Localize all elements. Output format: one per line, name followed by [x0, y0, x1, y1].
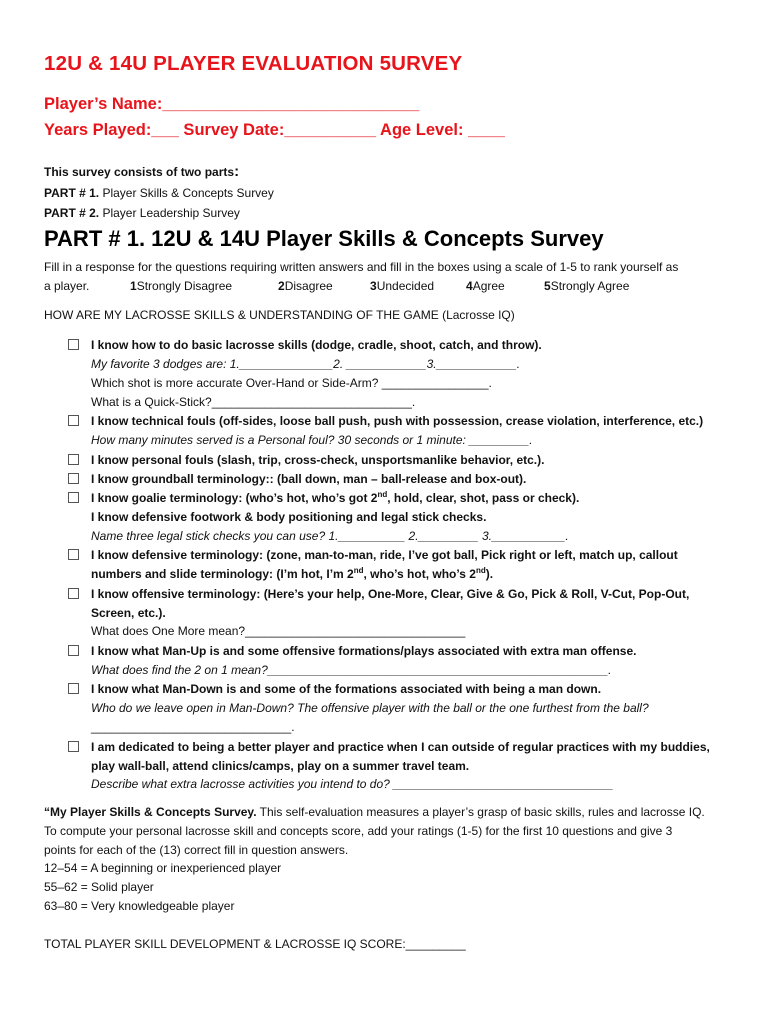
rating-checkbox[interactable]	[68, 415, 79, 426]
score-range-3: 63–80 = Very knowledgeable player	[44, 899, 235, 913]
parts-intro	[44, 162, 239, 182]
survey-title: 12U & 14U PLAYER EVALUATION 5URVEY	[44, 52, 463, 75]
scale-prefix: a player.	[44, 279, 90, 293]
years-played-line: Years Played:___ Survey Date:__________ Age Level: ____	[44, 121, 505, 139]
part2-text: Player Leadership Survey	[99, 206, 240, 220]
parts-intro-text: This survey consists of two parts	[44, 165, 235, 179]
scoring-line-3: points for each of the (13) correct fill in question answers.	[44, 843, 349, 857]
rating-checkbox[interactable]	[68, 741, 79, 752]
question-5-footwork: I know defensive footwork & body positioning and legal stick checks.	[91, 510, 487, 524]
section-heading: HOW ARE MY LACROSSE SKILLS & UNDERSTANDING OF THE GAME (Lacrosse IQ)	[44, 308, 515, 322]
question-4: I know groundball terminology:: (ball down, man – ball-release and box-out).	[68, 470, 526, 489]
scale-item-4: 4Agree	[466, 279, 505, 293]
part1-text: Player Skills & Concepts Survey	[99, 186, 274, 200]
rating-checkbox[interactable]	[68, 339, 79, 350]
question-1-shot: Which shot is more accurate Over-Hand or Side-Arm? ________________.	[91, 376, 492, 390]
rating-checkbox[interactable]	[68, 549, 79, 560]
question-5-stick-checks: Name three legal stick checks you can use? 1.__________ 2._________ 3.___________.	[91, 529, 569, 543]
instructions: Fill in a response for the questions requiring written answers and fill in the boxes using a scale of 1-5 to rank yourself as	[44, 260, 679, 274]
rating-scale	[44, 277, 629, 296]
rating-checkbox[interactable]	[68, 454, 79, 465]
question-2-minutes: How many minutes served is a Personal foul? 30 seconds or 1 minute: _________.	[91, 433, 533, 447]
part1-heading: PART # 1. 12U & 14U Player Skills & Concepts Survey	[44, 226, 604, 251]
scale-item-1: 1Strongly Disagree	[130, 279, 233, 293]
part2-label: PART # 2.	[44, 206, 100, 220]
question-1: I know how to do basic lacrosse skills (dodge, cradle, shoot, catch, and throw).	[68, 336, 542, 355]
question-6: I know defensive terminology: (zone, man-to-man, ride, I’ve got ball, Pick right or left, match up, callout	[68, 546, 678, 565]
question-7-one-more: What does One More mean?_________________________________	[91, 624, 466, 638]
score-range-2: 55–62 = Solid player	[44, 880, 154, 894]
question-9-answer-line: ______________________________.	[91, 720, 295, 734]
question-7-continued: Screen, etc.).	[91, 606, 166, 620]
question-1-quickstick: What is a Quick-Stick?______________________________.	[91, 395, 416, 409]
part1-label: PART # 1.	[44, 186, 100, 200]
question-9: I know what Man-Down is and some of the formations associated with being a man down.	[68, 680, 601, 699]
rating-checkbox[interactable]	[68, 683, 79, 694]
question-1-dodges: My favorite 3 dodges are: 1.______________2. ____________3.____________.	[91, 357, 521, 371]
question-10-continued: play wall-ball, attend clinics/camps, play on a summer travel team.	[91, 759, 470, 773]
scale-item-3: 3Undecided	[370, 279, 435, 293]
question-8: I know what Man-Up is and some offensive formations/plays associated with extra man offense.	[68, 642, 636, 661]
question-10: I am dedicated to being a better player and practice when I can outside of regular practices with my buddies,	[68, 738, 710, 757]
question-10-describe: Describe what extra lacrosse activities you intend to do? _________________________________	[91, 777, 614, 791]
player-name-line: Player’s Name:____________________________	[44, 95, 420, 113]
scale-item-2: 2Disagree	[278, 279, 333, 293]
question-8-find-2-on-1: What does find the 2 on 1 mean?___________________________________________________.	[91, 663, 612, 677]
part1-line	[44, 184, 274, 203]
rating-checkbox[interactable]	[68, 473, 79, 484]
question-3: I know personal fouls (slash, trip, cross-check, unsportsmanlike behavior, etc.).	[68, 451, 544, 470]
rating-checkbox[interactable]	[68, 492, 79, 503]
question-9-man-down: Who do we leave open in Man-Down? The offensive player with the ball or the one furthest from the ball?	[91, 701, 649, 715]
total-score-line: TOTAL PLAYER SKILL DEVELOPMENT & LACROSSE IQ SCORE:_________	[44, 937, 466, 951]
part2-line	[44, 204, 240, 223]
question-6-continued: numbers and slide terminology: (I’m hot, I’m 2nd, who’s hot, who’s 2nd).	[91, 566, 494, 581]
rating-checkbox[interactable]	[68, 645, 79, 656]
parts-intro-colon: :	[234, 163, 240, 180]
question-5: I know goalie terminology: (who’s hot, who’s got 2nd, hold, clear, shot, pass or check).	[68, 489, 579, 508]
scoring-line-2: To compute your personal lacrosse skill and concepts score, add your ratings (1-5) for the first 10 questions and give 3	[44, 824, 673, 838]
scale-item-5: 5Strongly Agree	[544, 279, 630, 293]
question-7: I know offensive terminology: (Here’s your help, One-More, Clear, Give & Go, Pick & Roll, V-Cut, Pop-Out,	[68, 585, 689, 604]
scoring-lead: “My Player Skills & Concepts Survey. This self-evaluation measures a player’s grasp of basic skills, rules and lacrosse IQ.	[44, 805, 705, 819]
score-range-1: 12–54 = A beginning or inexperienced player	[44, 861, 282, 875]
question-2: I know technical fouls (off-sides, loose ball push, push with possession, crease violation, interference, etc.)	[68, 412, 703, 431]
rating-checkbox[interactable]	[68, 588, 79, 599]
